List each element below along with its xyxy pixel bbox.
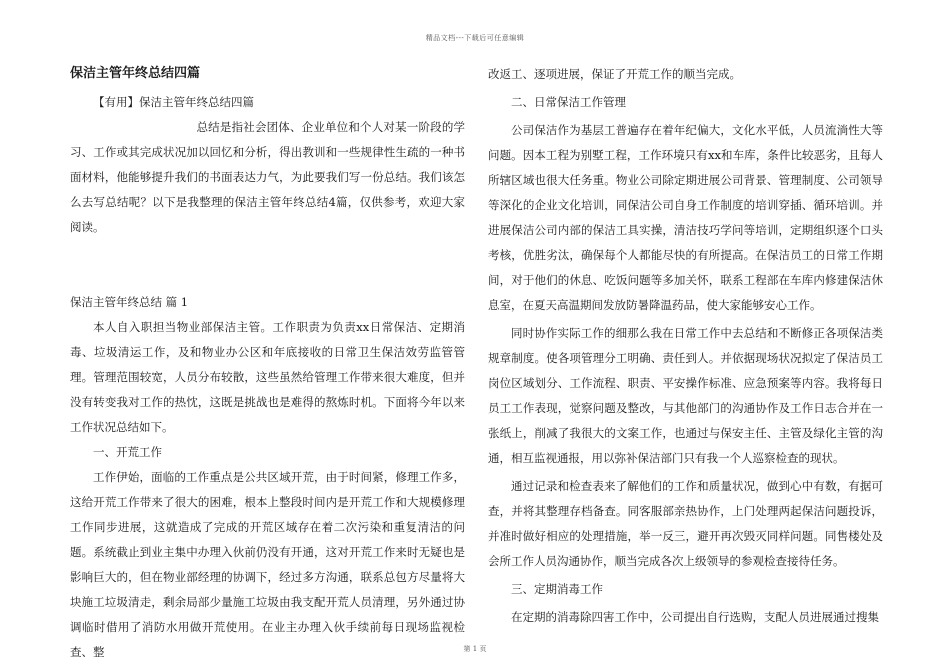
body-paragraph: 公司保洁作为基层工普遍存在着年纪偏大，文化水平低，人员流淌性大等问题。因本工程为别墅工程，工作环境只有xx和车库，条件比较恶劣，且每人所辖区域也很大任务重。物业公司除定期进展公司背景、管理制度、公司领导等深化的企业文化培训，同保洁公司自身工作制度的培训穿插、循环培训。并进展保洁公司内部的保洁工具实操，清洁技巧学问等培训，定期组织逐个口头考核，优胜劣汰，确保每个人都能尽快的有所提高。在保洁员工的日常工作期间，对于他们的休息、吃饭问题等多加关怀，联系工程部在车库内修建保洁休息室，在夏天高温期间发放防暑降温药品，使大家能够安心工作。 <box>488 123 883 312</box>
left-column <box>70 62 465 665</box>
blank-spacer <box>70 240 465 290</box>
document-title: 保洁主管年终总结四篇 <box>70 66 201 81</box>
intro-paragraph: 总结是指社会团体、企业单位和个人对某一阶段的学习、工作或其完成状况加以回忆和分析，得出教训和一些规律性生疏的一种书面材料，他能够提升我们的书面表达力气，为此要我们写一份总结。我们该怎么去写总结呢？以下是我整理的保洁主管年终总结4篇，仅供参考，欢迎大家阅读。 <box>70 120 465 234</box>
page-footer: 第 1 页 <box>463 645 487 653</box>
body-paragraph: 在定期的消毒除四害工作中，公司提出自行选购，支配人员进展通过搜集 <box>511 610 879 624</box>
body-paragraph: 同时协作实际工作的细那么我在日常工作中去总结和不断修正各项保洁类规章制度。使各项管理分工明确、责任到人。并依据现场状况拟定了保洁员工岗位区域划分、工作流程、职责、平安操作标准、应急预案等内容。我将每日员工工作表现，觉察问题及整改，与其他部门的沟通协作及工作日志合并在一张纸上，削减了我很大的文案工作，也通过与保安主任、主管及绿化主管的沟通，相互监视通报，用以弥补保洁部门只有我一个人巡察检查的现状。 <box>488 326 883 465</box>
section-heading: 三、定期消毒工作 <box>511 582 603 596</box>
section-heading: 一、开荒工作 <box>93 445 162 459</box>
section-heading: 二、日常保洁工作管理 <box>511 95 626 109</box>
page-header: 精品文档---下载后可任意编辑 <box>425 34 525 42</box>
body-paragraph: 改返工、逐项进展，保证了开荒工作的顺当完成。 <box>488 67 741 81</box>
right-column <box>488 62 883 630</box>
body-paragraph: 工作伊始，面临的工作重点是公共区域开荒，由于时间紧，修理工作多，这给开荒工作带来了很大的困难，根本上整段时间内是开荒工作和大规模修理工作同步进展，这就造成了完成的开荒区域存在着二次污染和重复清洁的问题。系统截止到业主集中办理入伙前仍没有开通，这对开荒工作来时无疑也是影响巨大的，但在物业部经理的协调下，经过多方沟通，联系总包方尽量将大块施工垃圾清走，剩余局部少量施工垃圾由我支配开荒人员清理，另外通过协调临时借用了消防水用做开荒使用。在业主办理入伙手续前每日现场监视检查、整 <box>70 470 465 659</box>
body-paragraph: 通过记录和检查表来了解他们的工作和质量状况，做到心中有数，有据可查，并将其整理存档备查。同客服部亲热协作，上门处理两起保洁问题投诉，并准时做好相应的处理措施，举一反三，避开再次毁灭同样问题。同售楼处及会所工作人员沟通协作，顺当完成各次上级领导的参观检查接待任务。 <box>488 479 883 568</box>
body-paragraph: 本人自入职担当物业部保洁主管。工作职责为负责xx日常保洁、定期消毒、垃圾清运工作，及和物业办公区和年底接收的日常卫生保洁效劳监管管理。管理范围较宽，人员分布较散，这些虽然给管理工作带来很大难度，但并没有转变我对工作的热忱，这既是挑战也是难得的熬炼时机。下面将今年以来工作状况总结如下。 <box>70 320 465 434</box>
document-subtitle: 【有用】保洁主管年终总结四篇 <box>93 95 254 109</box>
piece-title: 保洁主管年终总结 篇 1 <box>70 295 189 309</box>
